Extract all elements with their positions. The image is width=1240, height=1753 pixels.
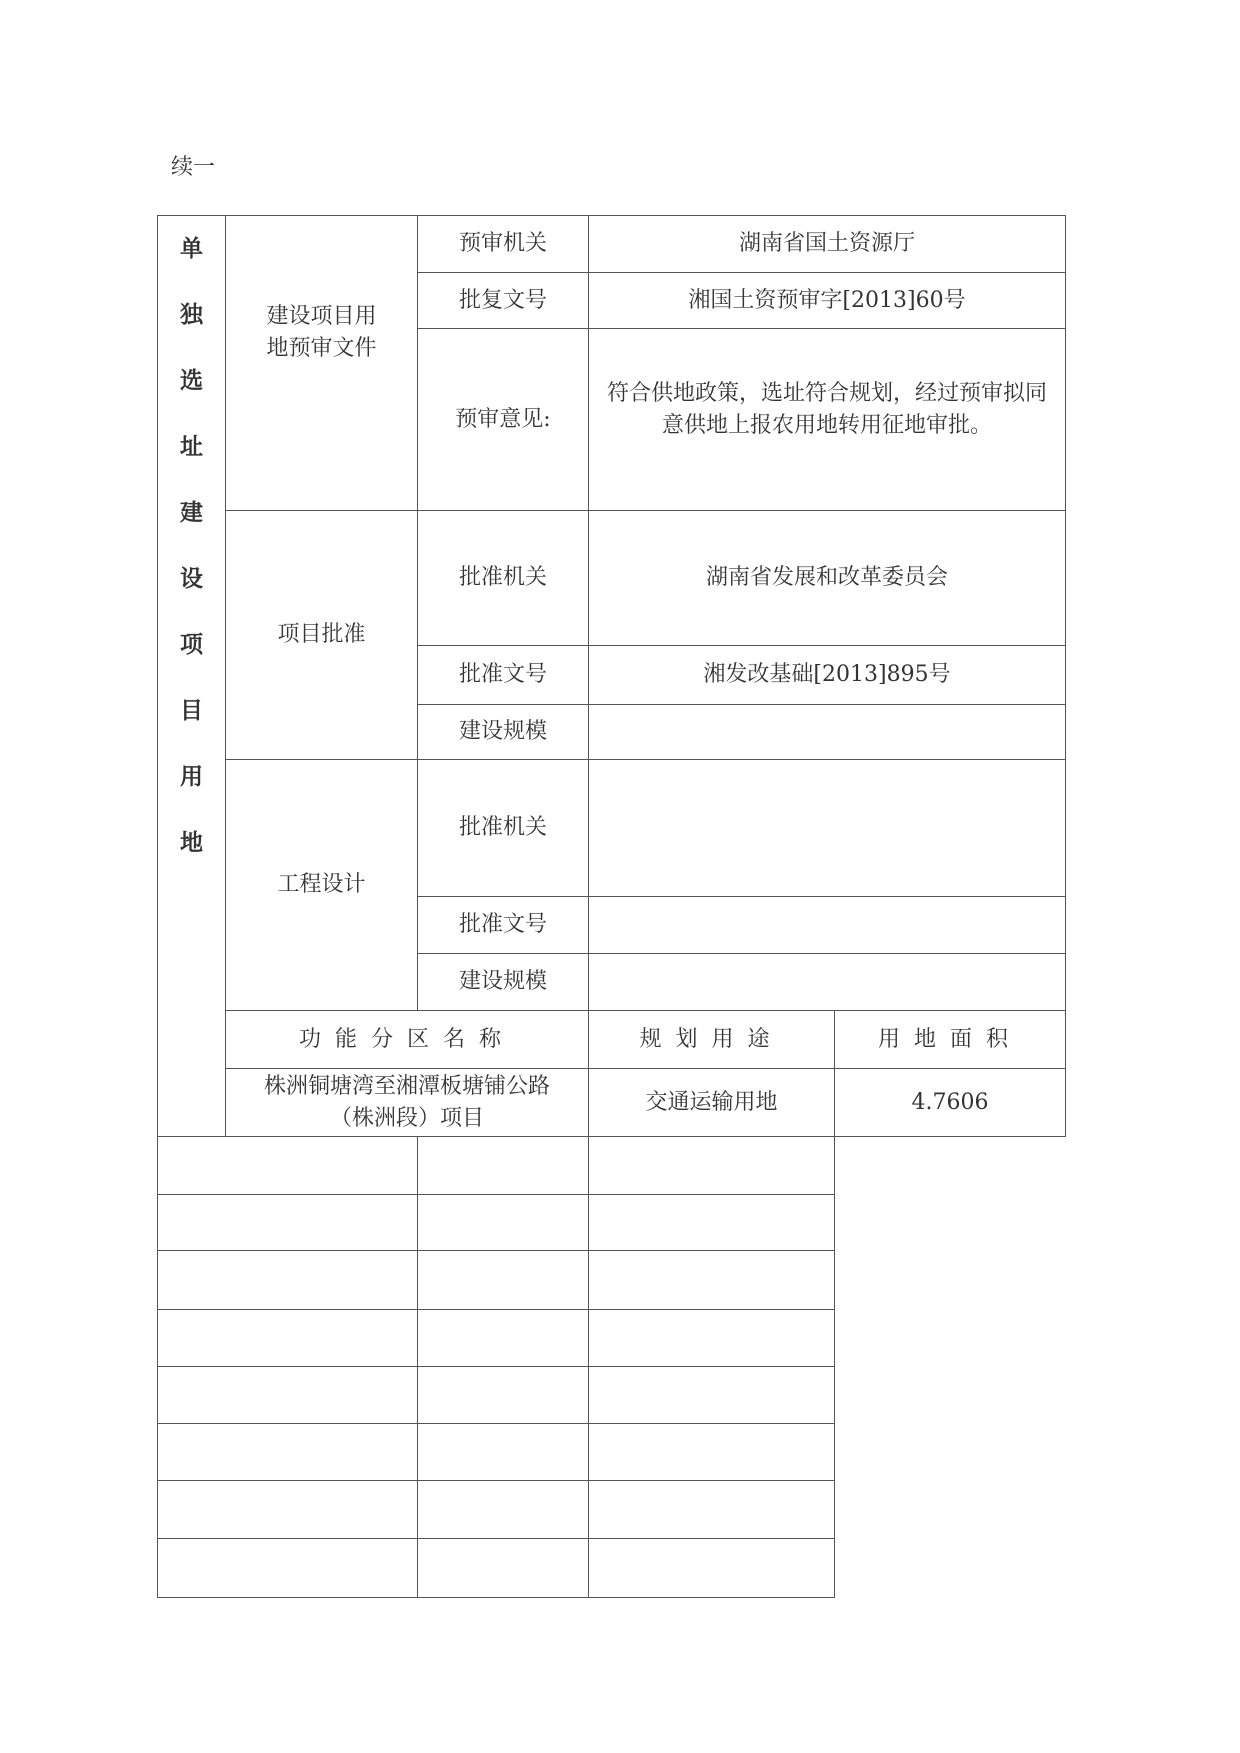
side-title-char: 址 — [180, 433, 203, 460]
empty-cell — [589, 1195, 835, 1251]
empty-cell — [418, 1251, 589, 1310]
empty-cell — [589, 1310, 835, 1367]
engineering-authority-value — [589, 759, 1066, 897]
pre-review-opinion-value: 符合供地政策，选址符合规划，经过预审拟同意供地上报农用地转用征地审批。 — [589, 329, 1066, 511]
engineering-docno-label: 批准文号 — [418, 897, 589, 954]
empty-table-row — [158, 1481, 1066, 1539]
project-approval-scale-value — [589, 704, 1066, 759]
empty-cell — [589, 1424, 835, 1481]
empty-cell — [158, 1251, 418, 1310]
empty-cell — [589, 1539, 835, 1598]
empty-table-row — [158, 1310, 1066, 1367]
empty-cell — [158, 1424, 418, 1481]
project-approval-authority-label: 批准机关 — [418, 511, 589, 646]
header-land-area: 用地面积 — [835, 1011, 1066, 1069]
zone-name: 株洲铜塘湾至湘潭板塘铺公路（株洲段）项目 — [226, 1069, 589, 1137]
land-use-form-table — [157, 215, 1066, 1598]
engineering-scale-label: 建设规模 — [418, 954, 589, 1011]
engineering-design-group-label: 工程设计 — [226, 759, 418, 1011]
pre-review-docno-label: 批复文号 — [418, 273, 589, 329]
side-title-char: 地 — [180, 829, 203, 856]
side-title-char: 独 — [180, 301, 203, 328]
table-row — [158, 1069, 1066, 1137]
engineering-docno-value — [589, 897, 1066, 954]
empty-cell — [418, 1310, 589, 1367]
side-title-char: 目 — [180, 697, 203, 724]
empty-cell — [418, 1481, 589, 1539]
pre-review-docno-value: 湘国土资预审字[2013]60号 — [589, 273, 1066, 329]
project-approval-scale-label: 建设规模 — [418, 704, 589, 759]
empty-cell — [418, 1195, 589, 1251]
empty-cell — [418, 1137, 589, 1195]
zone-area: 4.7606 — [835, 1069, 1066, 1137]
empty-cell — [158, 1367, 418, 1424]
empty-table-row — [158, 1539, 1066, 1598]
header-planned-use: 规划用途 — [589, 1011, 835, 1069]
side-title — [158, 216, 226, 1137]
empty-cell — [418, 1539, 589, 1598]
side-title-char: 项 — [180, 631, 203, 658]
project-approval-group-label: 项目批准 — [226, 511, 418, 760]
engineering-authority-label: 批准机关 — [418, 759, 589, 897]
side-title-char: 单 — [180, 235, 203, 262]
empty-cell — [158, 1539, 418, 1598]
empty-cell — [589, 1251, 835, 1310]
project-approval-authority-value: 湖南省发展和改革委员会 — [589, 511, 1066, 646]
empty-cell — [158, 1195, 418, 1251]
pre-review-authority-label: 预审机关 — [418, 216, 589, 273]
header-zone-name: 功能分区名称 — [226, 1011, 589, 1069]
empty-table-row — [158, 1195, 1066, 1251]
empty-cell — [589, 1367, 835, 1424]
pre-review-authority-value: 湖南省国土资源厅 — [589, 216, 1066, 273]
empty-cell — [589, 1137, 835, 1195]
empty-table-row — [158, 1251, 1066, 1310]
empty-table-row — [158, 1424, 1066, 1481]
pre-review-opinion-label: 预审意见: — [418, 329, 589, 511]
empty-cell — [158, 1310, 418, 1367]
empty-table-row — [158, 1367, 1066, 1424]
empty-cell — [418, 1424, 589, 1481]
continuation-label: 续一 — [171, 155, 216, 180]
empty-cell — [589, 1481, 835, 1539]
side-title-char: 建 — [180, 499, 203, 526]
side-title-char: 设 — [180, 565, 203, 592]
zone-use: 交通运输用地 — [589, 1069, 835, 1137]
empty-cell — [158, 1481, 418, 1539]
empty-table-row — [158, 1137, 1066, 1195]
project-approval-docno-value: 湘发改基础[2013]895号 — [589, 645, 1066, 704]
project-approval-docno-label: 批准文号 — [418, 645, 589, 704]
engineering-scale-value — [589, 954, 1066, 1011]
side-title-char: 用 — [180, 763, 203, 790]
empty-cell — [158, 1137, 418, 1195]
side-title-char: 选 — [180, 367, 203, 394]
pre-review-group-label: 建设项目用地预审文件 — [226, 216, 418, 511]
empty-cell — [418, 1367, 589, 1424]
